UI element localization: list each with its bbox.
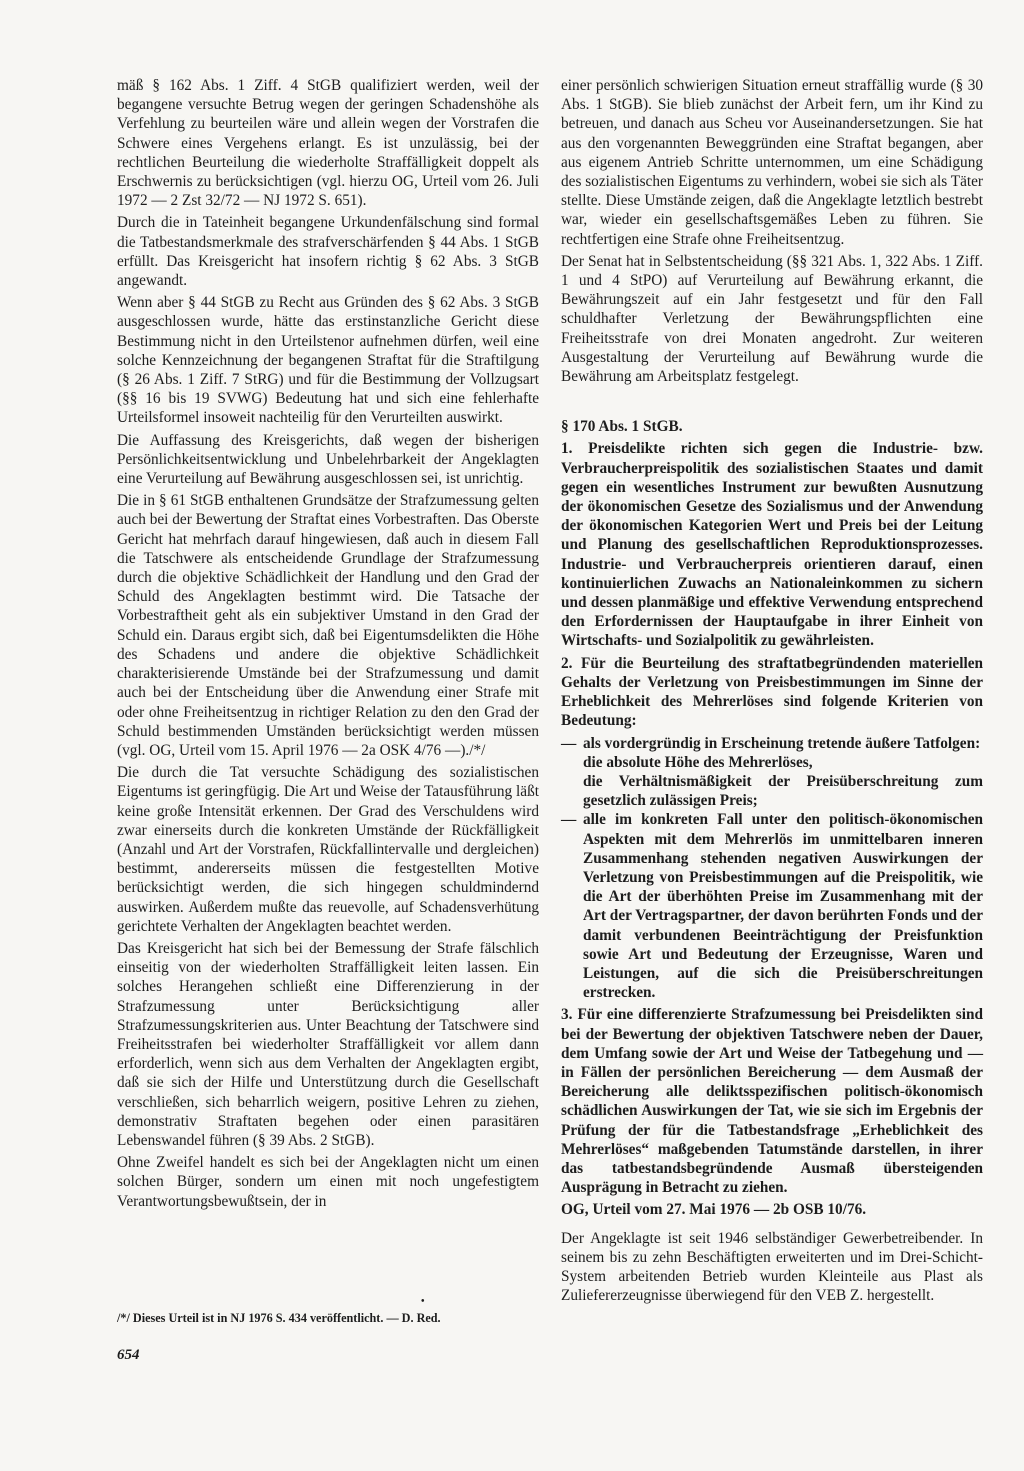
criteria-item-2-text: alle im konkreten Fall unter den politisch-ökonomischen Aspekten mit dem Mehrerlös im unmittelbaren inneren Zusammenhang stehenden negativen Auswirkungen der Verletzung von Preisbestimmungen auf die Preispolitik, wie die Art der überhöhten Preise im Zusammenhang mit der Art der Vertragspartner, der davon berührten Fonds und der damit verbundenen Beeinträchtigung der Preisfunktion sowie Art und Bedeutung der Erzeugnisse, Waren und Leistungen, auf die sich die Preisüberschreitungen erstrecken. — [583, 811, 983, 1002]
citation: OG, Urteil vom 27. Mai 1976 — 2b OSB 10/76. — [561, 1201, 867, 1219]
criteria-item-1-text: als vordergründig in Erscheinung tretende äußere Tatfolgen: — [583, 734, 981, 752]
right-paragraph-1: einer persönlich schwierigen Situation erneut straffällig wurde (§ 30 Abs. 1 StGB). Sie blieb zunächst der Arbeit fern, um ihr Kind zu betreuen, und danach aus Scheu vor Auseinandersetzungen. Sie hat aus den vorgenannten Beweggründen eine Straftat begangen, aber aus eigenem Antrieb Schritte unternommen, um eine Schädigung des sozialistischen Eigentums zu verhindern, wobei sie sich als Täter stellte. Diese Umstände zeigen, daß die Angeklagte letztlich bestrebt war, wieder ein gesellschaftsgemäßes Leben zu führen. Sie rechtfertigen eine Strafe ohne Freiheitsentzug. — [561, 77, 983, 248]
criteria-item-1 — [561, 734, 983, 811]
criteria-sub-2: die Verhältnismäßigkeit der Preisüberschreitung zum gesetzlich zulässigen Preis; — [583, 772, 983, 810]
footnote: /*/ Dieses Urteil ist in NJ 1976 S. 434 veröffentlicht. — D. Red. — [117, 1311, 441, 1325]
page-number: 654 — [117, 1347, 140, 1363]
left-paragraph-8: Ohne Zweifel handelt es sich bei der Angeklagten nicht um einen solchen Bürger, sondern um einen mit noch ungefestigtem Verantwortungsbewußtsein, der in — [117, 1154, 539, 1210]
right-paragraph-2: Der Senat hat in Selbstentscheidung (§§ 321 Abs. 1, 322 Abs. 1 Ziff. 1 und 4 StPO) auf Verurteilung auf Bewährung erkannt, die Bewährungszeit auf ein Jahr festgesetzt und für den Fall schuldhafter Verletzung der Bewährungspflichten eine Freiheitsstrafe von drei Monaten angedroht. Zur weiteren Ausgestaltung der Verurteilung auf Bewährung wurde die Bewährung am Arbeitsplatz festgelegt. — [561, 252, 983, 386]
left-paragraph-6: Die durch die Tat versuchte Schädigung des sozialistischen Eigentums ist geringfügig. Die Art und Weise der Tatausführung läßt keine große Intensität erkennen. Der Grad des Verschuldens wird zwar einerseits durch die konkreten Umstände der Rückfälligkeit (Anzahl und Art der Vorstrafen, Rückfallintervalle und dergleichen) bestimmt, andererseits müssen die festgestellten Motive berücksichtigt werden, die sich hingegen schuldmindernd auswirken. Außerdem mußte das reuevolle, auf Schadensverhütung gerichtete Verhalten der Angeklagten beachtet werden. — [117, 764, 539, 935]
leitsaetze — [561, 439, 983, 1219]
leitsatz-2-criteria-list — [561, 734, 983, 1003]
section-spacer — [561, 389, 983, 417]
decorative-dot: • — [421, 1296, 425, 1307]
left-paragraph-7: Das Kreisgericht hat sich bei der Bemessung der Strafe fälschlich einseitig von der wiederholten Straffälligkeit leiten lassen. Ein solches Herangehen schließt eine Differenzierung in der Strafzumessung unter Berücksichtigung aller Strafzumessungskriterien aus. Unter Beachtung der Tatschwere sind Freiheitsstrafen bei wiederholter Straffälligkeit vor allem dann erforderlich, wenn sich aus dem Verhalten der Angeklagten ergibt, daß sie sich der Hilfe und Unterstützung durch die Gesellschaft verschließen, sich beharrlich weigern, positive Lehren zu ziehen, demonstrativ Straftaten begehen oder einen parasitären Lebenswandel führen (§ 39 Abs. 2 StGB). — [117, 939, 539, 1149]
leitsatz-1: 1. Preisdelikte richten sich gegen die Industrie- bzw. Verbraucherpreispolitik des sozialistischen Staates und damit gegen ein wesentliches Instrument zur bewußten Ausnutzung der ökonomischen Gesetze des Sozialismus und der Anwendung der ökonomischen Kategorien Wert und Preis bei der Leitung und Planung des gesellschaftlichen Reproduktionsprozesses. Industrie- und Verbraucherpreis orientieren darauf, einen kontinuierlichen Zuwachs an Nationaleinkommen zu sichern und dessen planmäßige und effektive Verwendung entsprechend den Erfordernissen der Hauptaufgabe in ihrer Einheit von Wirtschafts- und Sozialpolitik zu gewährleisten. — [561, 440, 983, 650]
leitsatz-2-intro: 2. Für die Beurteilung des straftatbegründenden materiellen Gehalts der Verletzung von Preisbestimmungen im Sinne der Erheblichkeit des Mehrerlöses sind folgende Kriterien von Bedeutung: — [561, 654, 983, 730]
left-paragraph-3: Wenn aber § 44 StGB zu Recht aus Gründen des § 62 Abs. 3 StGB ausgeschlossen wurde, hätte das erstinstanzliche Gericht diese Bestimmung nicht in den Urteilstenor aufnehmen dürfen, weil eine solche Kennzeichnung der begangenen Straftat für die Straftilgung (§ 26 Abs. 1 Ziff. 7 StRG) und für die Bestimmung der Vollzugsart (§§ 16 bis 19 SVWG) Bedeutung hat und sich eine fehlerhafte Urteilsformel insoweit nachteilig für den Verurteilten auswirkt. — [117, 294, 539, 427]
criteria-item-2 — [561, 810, 983, 1002]
closing-paragraph: Der Angeklagte ist seit 1946 selbständiger Gewerbetreibender. In seinem bis zu zehn Beschäftigten erweiterten und im Drei-Schicht-System arbeitenden Betrieb wurden Kleinteile aus Plast als Zuliefererzeugnisse überwiegend für den VEB Z. hergestellt. — [561, 1229, 983, 1305]
criteria-sub-1: die absolute Höhe des Mehrerlöses, — [583, 753, 813, 771]
left-paragraph-1: mäß § 162 Abs. 1 Ziff. 4 StGB qualifiziert werden, weil der begangene versuchte Betrug wegen der geringen Schadenshöhe als Verfehlung zu beurteilen wäre und allein wegen der Vorstrafen die Schwere eines Vergehens erlangt. Es ist unzulässig, bei der rechtlichen Beurteilung die wiederholte Straffälligkeit doppelt als Erschwernis zu berücksichtigen (vgl. hierzu OG, Urteil vom 26. Juli 1972 — 2 Zst 32/72 — NJ 1972 S. 651). — [117, 77, 539, 210]
left-paragraph-2: Durch die in Tateinheit begangene Urkundenfälschung sind formal die Tatbestandsmerkmale des strafverschärfenden § 44 Abs. 1 StGB erfüllt. Das Kreisgericht hat insofern richtig § 62 Abs. 3 StGB angewandt. — [117, 214, 539, 290]
left-paragraph-4: Die Auffassung des Kreisgerichts, daß wegen der bisherigen Persönlichkeitsentwicklung und Unbelehrbarkeit der Angeklagten eine Verurteilung auf Bewährung ausgeschlossen sei, ist unrichtig. — [117, 431, 539, 488]
right-column — [561, 76, 983, 1308]
section-heading: § 170 Abs. 1 StGB. — [561, 418, 683, 436]
leitsatz-3: 3. Für eine differenzierte Strafzumessung bei Preisdelikten sind bei der Bewertung der objektiven Tatschwere neben der Dauer, dem Umfang sowie der Art und Weise der Tatbegehung und — in Fällen der persönlichen Bereicherung — dem Ausmaß der Bereicherung alle deliktsspezifischen politisch-ökonomisch schädlichen Auswirkungen der Tat, wie sie sich im Ergebnis der Prüfung der für die Tatbestandsfrage „Erheblichkeit des Mehrerlöses“ maßgebenden Tatumstände darstellen, in ihrer das tatbestandsbegründende Ausmaß übersteigenden Ausprägung in Betracht zu ziehen. — [561, 1006, 983, 1197]
left-paragraph-5: Die in § 61 StGB enthaltenen Grundsätze der Strafzumessung gelten auch bei der Bewertung der Straftat eines Vorbestraften. Das Oberste Gericht hat mehrfach darauf hingewiesen, daß auch in diesem Fall die Tatschwere als entscheidende Grundlage der Strafzumessung durch die objektive Schädlichkeit der Handlung und den Grad der Schuld des Angeklagten bestimmt wird. Die Tatsache der Vorbestraftheit geht als ein subjektiver Umstand in den Grad der Schuld ein. Daraus ergibt sich, daß bei Eigentumsdelikten die Höhe des Schadens und andere die objektive Schädlichkeit charakterisierende Umstände bei der Strafzumessung und damit auch bei der Entscheidung über die Anwendung einer Strafe mit oder ohne Freiheitsentzug in richtiger Relation zu den den Grad der Schuld bestimmenden Umständen berücksichtigt werden müssen (vgl. OG, Urteil vom 15. April 1976 — 2a OSK 4/76 —)./*/ — [117, 492, 539, 759]
left-column — [117, 76, 539, 1214]
